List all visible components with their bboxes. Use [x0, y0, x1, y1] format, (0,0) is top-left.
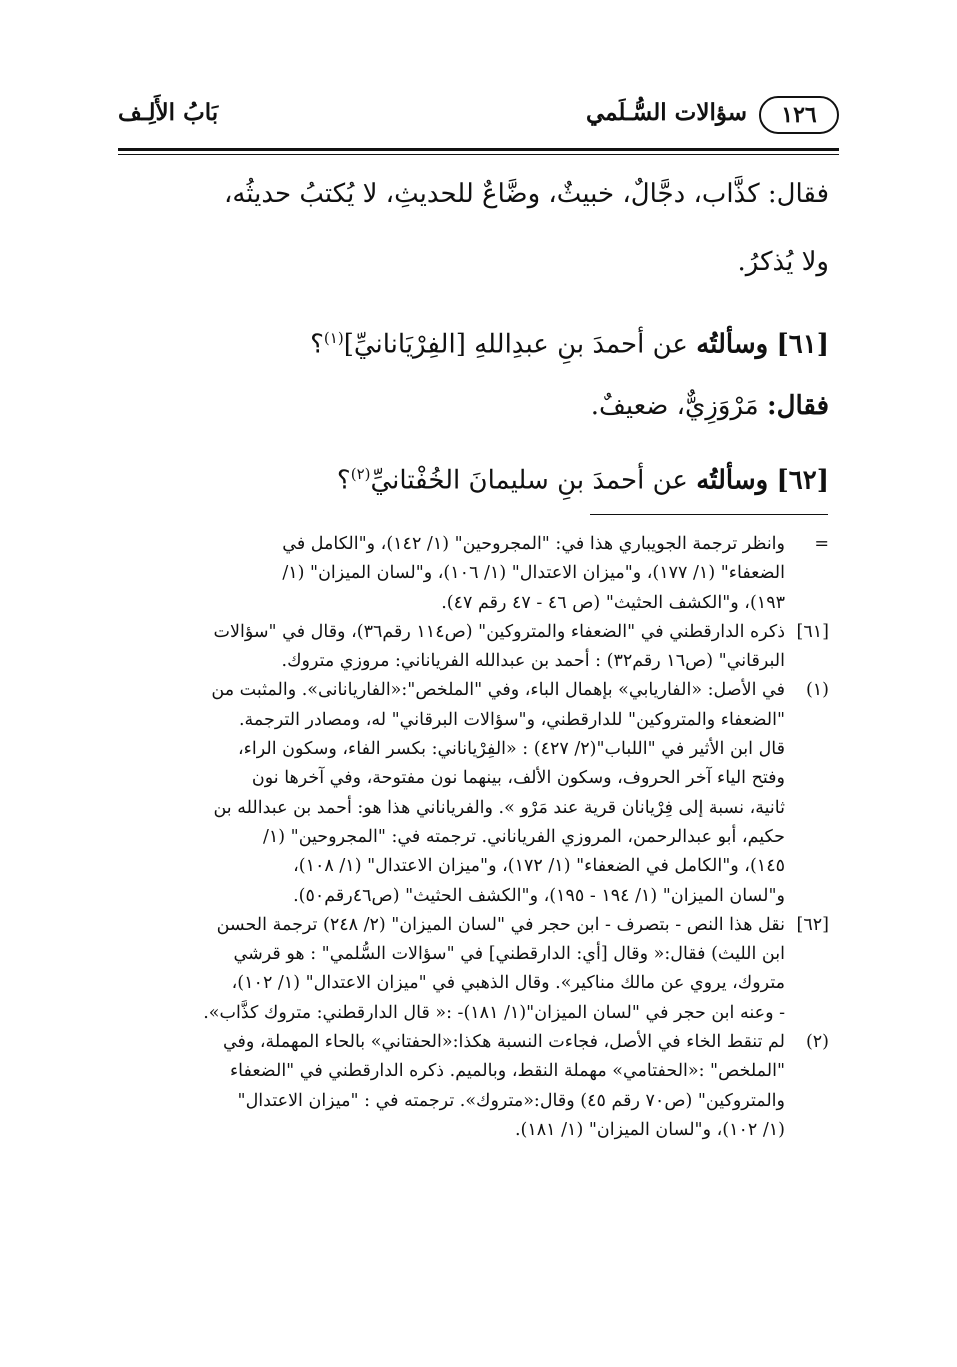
footnote-marker: (٢) — [805, 1032, 829, 1053]
footnote-marker: [٦٢] — [796, 914, 829, 935]
chapter-title: بَابُ الأَلِـف — [118, 99, 219, 126]
footnote-2 — [120, 1028, 829, 1145]
footnote-line: ١٤٥)، و"الكامل في الضعفاء" (١/ ١٧٢)، و"ميزان الاعتدال" (١/ ١٠٨)، — [293, 856, 785, 877]
footnote-line: حكيم، أبو عبدالرحمن، المروزي الفرياناني. ترجمته في: "المجروحين" (١/ — [262, 826, 785, 847]
footnote-line: ١٩٣)، و"الكشف الحثيث" (ص ٤٦ - ٤٧ رقم ٤٧). — [441, 592, 785, 613]
question-mark: ؟ — [310, 329, 324, 360]
footnote-line: ابن الليث) فقال:« وقال [أي: الدارقطني] في "سؤالات السُّلمي" : هو قرشي — [233, 944, 785, 965]
answer-line-1: فقال: كذَّاب، دجَّالٌ، خبيثٌ، وضَّاعٌ للحديثِ، لا يُكتبُ حديثُه، — [223, 179, 829, 209]
question-mark: ؟ — [336, 465, 351, 496]
header-rule-thick — [118, 148, 839, 151]
running-header — [118, 92, 839, 140]
footnote-marker: [٦١] — [796, 621, 829, 642]
question-text: عن أحمدَ بنِ سليمانَ الخُفْتانيِّ — [370, 465, 688, 496]
main-text — [120, 168, 829, 516]
footnote-line: نقل هذا النص - بتصرف - ابن حجر في "لسان الميزان" (٢/ ٢٤٨) ترجمة الحسن — [216, 914, 785, 935]
footnote-line: "الضعفاء والمتروكين" للدارقطني، و"سؤالات البرقاني" له، ومصادر الترجمة. — [238, 709, 785, 730]
footnote-marker: (١) — [805, 680, 829, 701]
footnote-line: في الأصل: «الفاريابي» بإهمال الباء، وفي "الملخص":«الفاريانانى». والمثبت من — [211, 680, 785, 701]
text-line — [120, 168, 829, 236]
answer-lead: فقال: — [767, 391, 829, 421]
footnote-line: وفتح الياء آخر الحروف، وسكون الألف، بينهما نون مفتوحة، وفي آخرها نون — [251, 768, 785, 789]
footnote-line: لم تنقط الخاء في الأصل، فجاءت النسبة هكذا:«الحفتاني» بالحاء المهملة، وفي — [222, 1032, 785, 1053]
question-lead: وسألتُه — [696, 465, 769, 496]
footnote-continuation — [120, 530, 829, 618]
question-lead: وسألتُه — [696, 329, 769, 360]
footnote-line: ثانية، نسبة إلى فِرْيانان قرية عند مَرْو ». والفرياناني هذا هو: أحمد بن عبدالله بن — [213, 797, 785, 818]
footnote-line: قال ابن الأثير في "اللباب"(٢/ ٤٢٧) : «الفِرْياناني: بكسر الفاء، وسكون الراء، — [238, 739, 785, 760]
footnote-61 — [120, 618, 829, 677]
entry-number: [٦١] — [776, 329, 829, 360]
footnote-ref: (٢) — [350, 465, 371, 483]
footnote-line: - وعنه ابن حجر في "لسان الميزان"(١/ ١٨١)- :« قال الدارقطني: متروك كذَّاب». — [203, 1002, 785, 1023]
footnote-line: البرقاني" (ص١٦ رقم٣٢) : أحمد بن عبدالله الفرياناني: مروزي متروك. — [281, 651, 785, 672]
footnote-62 — [120, 911, 829, 1028]
footnote-marker: = — [814, 534, 829, 554]
answer-line-2: ولا يُذكرُ. — [737, 247, 829, 277]
footnote-line: ذكره الدارقطني في "الضعفاء والمتروكين" (ص١١٤ رقم٣٦)، وقال في "سؤالات — [213, 621, 785, 642]
entry-number: [٦٢] — [776, 465, 829, 496]
footnote-line: والمتروكين" (ص٧٠ رقم ٤٥) وقال:«متروك». ترجمته في : "ميزان الاعتدال" — [237, 1090, 785, 1111]
footnote-line: متروك، يروي عن مالك مناكير». وقال الذهبي في "ميزان الاعتدال" (١/ ١٠٢)، — [231, 973, 785, 994]
text-line — [120, 236, 829, 304]
question-text: عن أحمدَ بنِ عبدِاللهِ [الفِرْيَانانيِّ] — [343, 329, 688, 360]
answer-61 — [120, 380, 829, 448]
question-61 — [120, 312, 829, 380]
header-rule-thin — [118, 154, 839, 155]
answer-text: مَرْوَزِيٌّ، ضعيفٌ. — [590, 391, 759, 421]
footnote-line: الضعفاء" (١/ ١٧٧)، و"ميزان الاعتدال" (١/ ١٠٦)، و"لسان الميزان" (١/ — [282, 563, 785, 584]
footnote-ref: (١) — [323, 329, 344, 347]
footnotes — [120, 530, 829, 1145]
footnote-1 — [120, 676, 829, 910]
page-number: ١٢٦ — [759, 96, 839, 134]
footnote-line: "الملخص" :«الحفتامي» مهملة النقط، وبالميم. ذكره الدارقطني في "الضعفاء — [229, 1061, 785, 1082]
footnote-separator — [590, 514, 828, 515]
book-title: سؤالات السُّـلَمي — [585, 99, 747, 126]
question-62 — [120, 448, 829, 516]
footnote-line: (١/ ١٠٢)، و"لسان الميزان" (١/ ١٨١). — [514, 1119, 785, 1140]
footnote-line: و"لسان الميزان" (١/ ١٩٤ - ١٩٥)، و"الكشف الحثيث" (ص٤٦رقم٥٠). — [293, 885, 785, 906]
footnote-line: وانظر ترجمة الجويباري هذا في: "المجروحين" (١/ ١٤٢)، و"الكامل في — [282, 534, 785, 554]
